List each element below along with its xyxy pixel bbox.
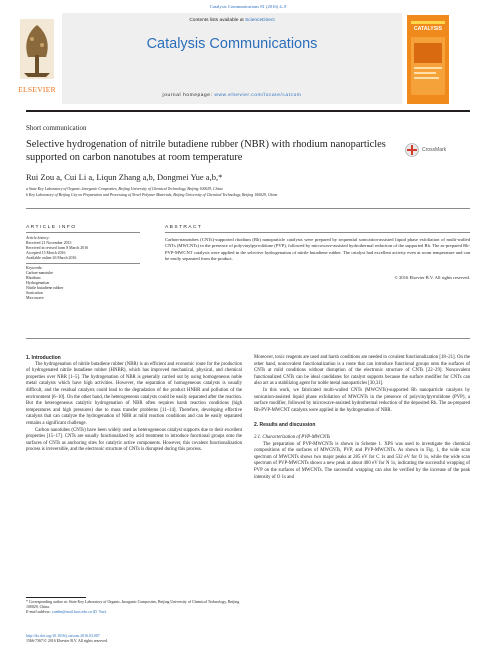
history-revised: Received in revised form 8 March 2016	[26, 246, 89, 250]
corresponding-author-footnote	[26, 600, 242, 615]
keyword: Carbon-nanotube	[26, 271, 54, 275]
doi-block	[26, 634, 242, 644]
journal-reference[interactable]: Catalysis Communications 81 (2016) 4–9	[209, 4, 287, 9]
crossmark-button[interactable]	[405, 143, 465, 157]
corresponding-author-text: * Corresponding author at: State Key Laboratory of Organic–Inorganic Composites, Beijing University of Chemical Technology, Beijing 100029, China.	[26, 600, 240, 609]
keyword: Hydrogenation	[26, 281, 50, 285]
keyword: Sonication	[26, 291, 43, 295]
elsevier-logo[interactable]	[15, 15, 59, 104]
article-type: Short communication	[26, 124, 87, 132]
results-heading: 2. Results and discussion	[254, 422, 316, 429]
affiliation-a: a State Key Laboratory of Organic–Inorganic Composites, Beijing University of Chemical Technology, Beijing 100029, China	[26, 187, 223, 191]
history-accepted: Accepted 15 March 2016	[26, 251, 66, 255]
history-received: Received 21 November 2015	[26, 241, 72, 245]
article-history	[26, 236, 140, 261]
homepage-prefix: journal homepage:	[162, 93, 215, 98]
subsection-heading: 2.1. Characterization of PVP-MWCNTs	[254, 434, 331, 440]
email-line	[26, 610, 242, 615]
contents-line	[62, 18, 402, 23]
email-label: E-mail address:	[26, 610, 52, 614]
keyword: Microwave	[26, 296, 44, 300]
crossmark-icon	[405, 143, 419, 157]
email-link[interactable]: yuedm@mail.buct.edu.cn (D. Yue).	[51, 610, 107, 614]
body-left-column	[26, 355, 242, 454]
cover-title: CATALYSIS	[413, 26, 443, 32]
section-gap	[254, 414, 470, 422]
abstract-rule	[165, 232, 470, 233]
body-right-column	[254, 355, 470, 481]
article-info-heading: ARTICLE INFO	[26, 225, 77, 230]
body-paragraph: Carbon nanotubes (CNTs) have been widely used as heterogeneous catalyst supports due to their excellent properties [15–17]. CNTs are usually functionalized by acid treatment to introduce functional groups onto the surfaces of CNTs as anchoring sites for catalytic active components. However, this covalent functionalization process is irreversible, and the electronic structure of CNTs is disrupted during this process.	[26, 427, 242, 453]
keywords-rule	[26, 263, 140, 264]
homepage-line	[62, 93, 402, 98]
keyword: Nitrile butadiene rubber	[26, 286, 64, 290]
footnote-rule	[26, 597, 86, 598]
affiliation-divider	[26, 208, 470, 209]
journal-header-banner	[62, 13, 402, 104]
body-paragraph: The preparation of PVP-MWCNTs is shown in Scheme 1. XPS was used to investigate the chemical compositions of the surfaces of MWCNTs, PVP, and PVP-MWCNTs. As shown in Fig. 1, the wide scan spectrum of MWCNTs shows two major peaks at 285 eV for C 1s and 532 eV for O 1s, while the wide scan spectrum of PVP-MWCNTs shows a new peak at about 400 eV for N 1s, indicating the successful wrapping of PVP on the surfaces of MWCNTs. The successful wrapping can also be verified by the increase of the peak intensity of O 1s and	[254, 441, 470, 480]
affiliation-b: b Key Laboratory of Beijing City on Preparation and Processing of Novel Polymer Materials, Beijing University of Chemical Technology, Beijing 100029, China	[26, 193, 278, 197]
abstract-heading: ABSTRACT	[165, 225, 203, 230]
crossmark-label: CrossMark	[422, 147, 447, 153]
history-label: Article history:	[26, 236, 50, 240]
body-paragraph: Moreover, toxic reagents are used and harsh conditions are needed in covalent functionalization [18–21]. On the other hand, noncovalent functionalization is a route that can introduce functional groups onto the surfaces of CNTs at mild conditions without disruption of the electronic structure of CNTs [22–29]. Noncovalent functionalized CNTs can be ideal candidates for catalyst supports because the surface modifier for CNTs can also act as a stabilizing agent for noble metal nanoparticles [30,31].	[254, 355, 470, 387]
keyword-list	[26, 266, 140, 301]
keywords-label: Keywords:	[26, 266, 43, 270]
body-paragraph: In this work, we fabricated multi-walled CNTs (MWCNTs)-supported Rh nanoparticle catalysts by sonication-assisted liquid phase exfoliation of MWCNTs in the presence of polyvinylpyrrolidone (PVP), a surface modifier, followed by microwave-assisted hydrothermal reduction of the deposited Rh. The as-prepared Rh-PVP-MWCNT catalysts were applied in the hydrogenation of NBR.	[254, 387, 470, 413]
article-info-rule	[26, 232, 140, 233]
sciencedirect-link[interactable]: ScienceDirect	[245, 18, 275, 23]
abstract-bottom-rule	[26, 338, 470, 339]
elsevier-wordmark: ELSEVIER	[18, 85, 56, 94]
paper-title: Selective hydrogenation of nitrile butadiene rubber (NBR) with rhodium nanoparticles supported on carbon nanotubes at room temperature	[26, 139, 386, 163]
history-online: Available online 26 March 2016	[26, 256, 77, 260]
doi-link[interactable]: http://dx.doi.org/10.1016/j.catcom.2016.03.007	[26, 634, 100, 638]
abstract-copyright: © 2016 Elsevier B.V. All rights reserved.	[394, 275, 470, 280]
introduction-heading: 1. Introduction	[26, 355, 61, 361]
header-divider	[26, 110, 470, 112]
journal-cover-thumbnail[interactable]	[407, 15, 449, 104]
keyword: Rhodium	[26, 276, 41, 280]
homepage-link[interactable]: www.elsevier.com/locate/catcom	[214, 93, 302, 98]
issn-line: 1566-7367/© 2016 Elsevier B.V. All rights reserved.	[26, 639, 108, 643]
abstract-text: Carbon-nanotubes (CNTs)-supported rhodium (Rh) nanoparticle catalysts were prepared by sequential sonication-assisted liquid phase exfoliation of multi-walled CNTs (MWCNTs) in the presence of polyvinylpyrrolidone (PVP), followed by microwave-assisted hydrothermal reduction of the supported Rh. The as-prepared Rh-PVP-MWCNT catalysts were applied in the selective hydrogenation of nitrile butadiene rubber. The catalyst had excellent activity even at room temperature and can be easily separated from the product.	[165, 237, 470, 262]
author-list[interactable]: Rui Zou a, Cui Li a, Liqun Zhang a,b, Dongmei Yue a,b,*	[26, 172, 223, 182]
contents-prefix: Contents lists available at	[189, 18, 246, 23]
journal-title[interactable]: Catalysis Communications	[146, 36, 318, 52]
body-paragraph: The hydrogenation of nitrile butadiene rubber (NBR) is an efficient and economic route for the production of hydrogenated nitrile butadiene rubber (HNBR), which has improved mechanical, physical, and chemical properties over NBR [1–5]. The hydrogenation of NBR is generally carried out by using homogeneous noble metal catalysts which have high activities. However, the separation of homogeneous catalysts is usually difficult, and the residual catalysts could lead to the degradation of the product HNBR and pollution of the environment [6–10]. On the other hand, the heterogeneous catalysts could be easily separated after the reaction. But the heterogeneous catalytic hydrogenation of NBR often requires harsh reaction conditions (high temperatures and high pressures) due to mass transfer problems [11–14]. Therefore, developing effective catalysts that can catalyze the hydrogenation of NBR at mild reaction conditions and can be easily separated remains a significant challenge.	[26, 361, 242, 426]
